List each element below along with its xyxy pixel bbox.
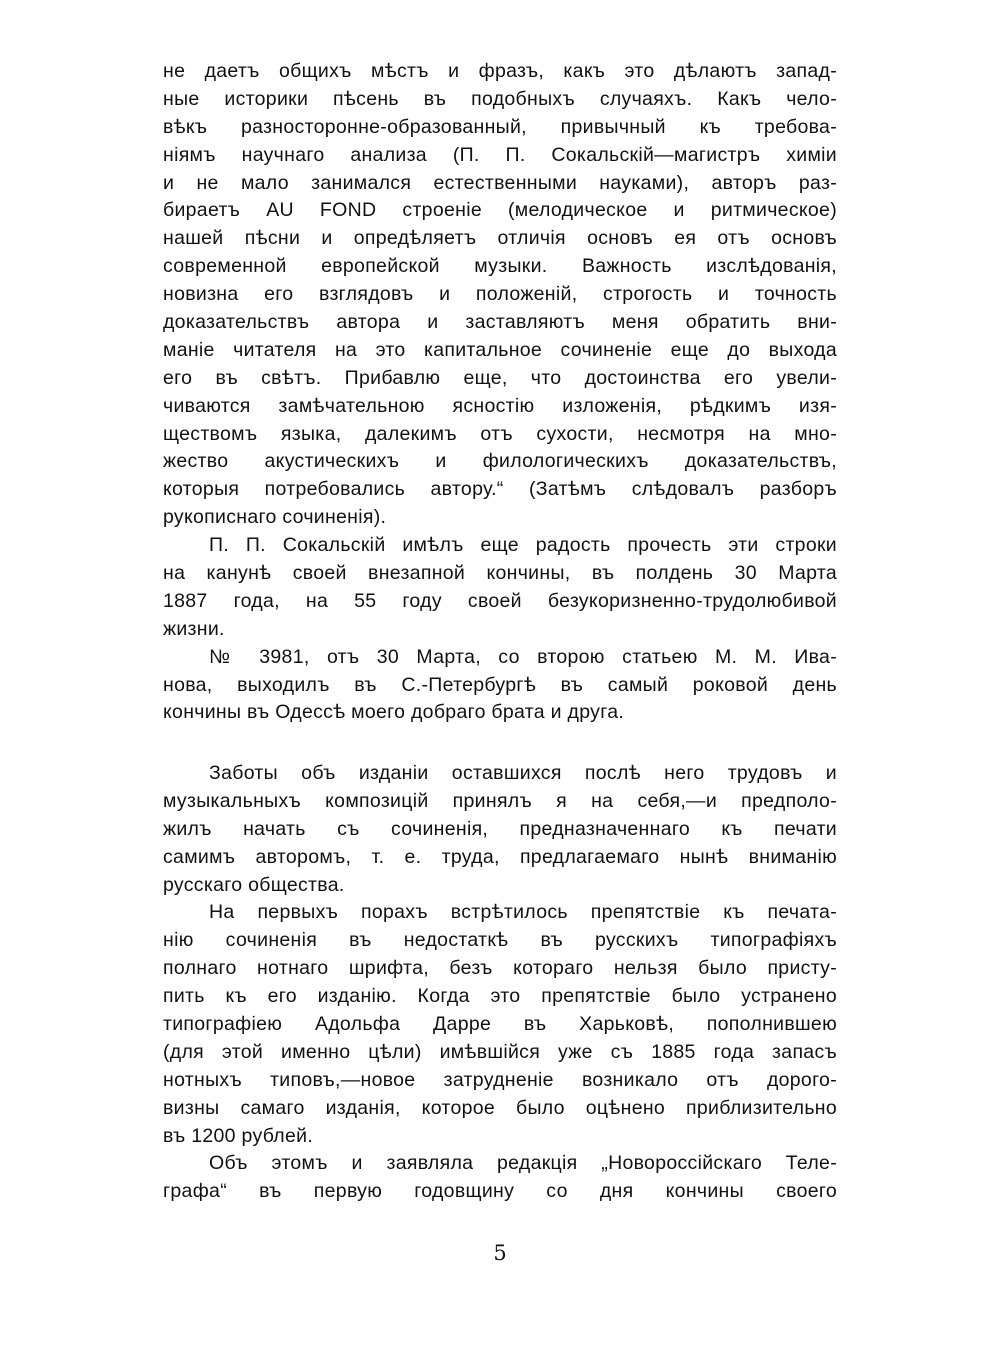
text-line: чиваются замѣчательною ясностію изложенія, рѣдкимъ изя- — [163, 394, 837, 417]
text-line: рукописнаго сочиненія). — [163, 506, 387, 529]
text-line: бираетъ AU FOND строеніе (мелодическое и ритмическое) — [163, 199, 837, 222]
text-line: Заботы объ изданіи оставшихся послѣ него трудовъ и — [209, 762, 837, 784]
text-section-2 — [163, 760, 837, 1206]
text-line: графа“ въ первую годовщину со дня кончины своего — [163, 1180, 837, 1203]
text-line: доказательствъ автора и заставляютъ меня обратить вни- — [163, 311, 837, 334]
text-line: его въ свѣтъ. Прибавлю еще, что достоинства его увели- — [163, 366, 837, 389]
text-line: ществомъ языка, далекимъ отъ сухости, несмотря на мно- — [163, 422, 837, 445]
text-line: визны самаго изданія, которое было оцѣнено приблизительно — [163, 1096, 837, 1119]
text-line: нова, выходилъ въ С.-Петербургѣ въ самый роковой день — [163, 673, 837, 696]
text-line: новизна его взглядовъ и положеній, строгость и точность — [163, 283, 837, 306]
text-line: жизни. — [163, 617, 225, 640]
text-line: вѣкъ разносторонне-образованный, привычный къ требова- — [163, 115, 837, 138]
text-line: и не мало занимался естественными науками), авторъ раз- — [163, 171, 837, 194]
text-line: въ 1200 рублей. — [163, 1124, 314, 1147]
text-line: современной европейской музыки. Важность изслѣдованія, — [163, 255, 837, 278]
text-line: не даетъ общихъ мѣстъ и фразъ, какъ это дѣлаютъ запад- — [163, 60, 837, 82]
text-line: нію сочиненія въ недостаткѣ въ русскихъ типографіяхъ — [163, 929, 837, 952]
text-line: На первыхъ порахъ встрѣтилось препятствіе къ печата- — [209, 901, 837, 924]
text-line: жилъ начать съ сочиненія, предназначеннаго къ печати — [163, 817, 837, 840]
text-line: нашей пѣсни и опредѣляетъ отличія основъ ея отъ основъ — [163, 227, 837, 250]
page-number: 5 — [493, 1241, 507, 1265]
text-line: (для этой именно цѣли) имѣвшійся уже съ 1885 года запасъ — [163, 1040, 837, 1063]
text-line: самимъ авторомъ, т. е. труда, предлагаемаго нынѣ вниманію — [163, 845, 837, 868]
text-line: Объ этомъ и заявляла редакція „Новороссійскаго Теле- — [209, 1152, 837, 1175]
text-line: ные историки пѣсень въ подобныхъ случаяхъ. Какъ чело- — [163, 87, 837, 110]
text-line: пить къ его изданію. Когда это препятствіе было устранено — [163, 985, 837, 1008]
text-line: П. П. Сокальскій имѣлъ еще радость прочесть эти строки — [209, 534, 837, 557]
text-section-1 — [163, 58, 837, 727]
text-line: кончины въ Одессѣ моего добраго брата и друга. — [163, 701, 625, 724]
text-line: которыя потребовались автору.“ (Затѣмъ слѣдовалъ разборъ — [163, 478, 837, 501]
text-line: маніе читателя на это капитальное сочиненіе еще до выхода — [163, 338, 837, 361]
text-line: полнаго нотнаго шрифта, безъ котораго нельзя было присту- — [163, 957, 837, 980]
text-line: ніямъ научнаго анализа (П. П. Сокальскій—магистръ химіи — [163, 143, 837, 166]
text-line: русскаго общества. — [163, 873, 345, 896]
text-line: типографіею Адольфа Дарре въ Харьковѣ, пополнившею — [163, 1013, 837, 1036]
text-line: на канунѣ своей внезапной кончины, въ полдень 30 Марта — [163, 562, 837, 585]
text-line: 1887 года, на 55 году своей безукоризненно-трудолюбивой — [163, 589, 837, 612]
text-line: нотныхъ типовъ,—новое затрудненіе возникало отъ дорого- — [163, 1068, 837, 1091]
text-line: музыкальныхъ композицій принялъ я на себя,—и предполо- — [163, 789, 837, 812]
text-line: № 3981, отъ 30 Марта, со второю статьею М. М. Ива- — [209, 645, 837, 668]
text-line: жество акустическихъ и филологическихъ доказательствъ, — [163, 450, 837, 473]
